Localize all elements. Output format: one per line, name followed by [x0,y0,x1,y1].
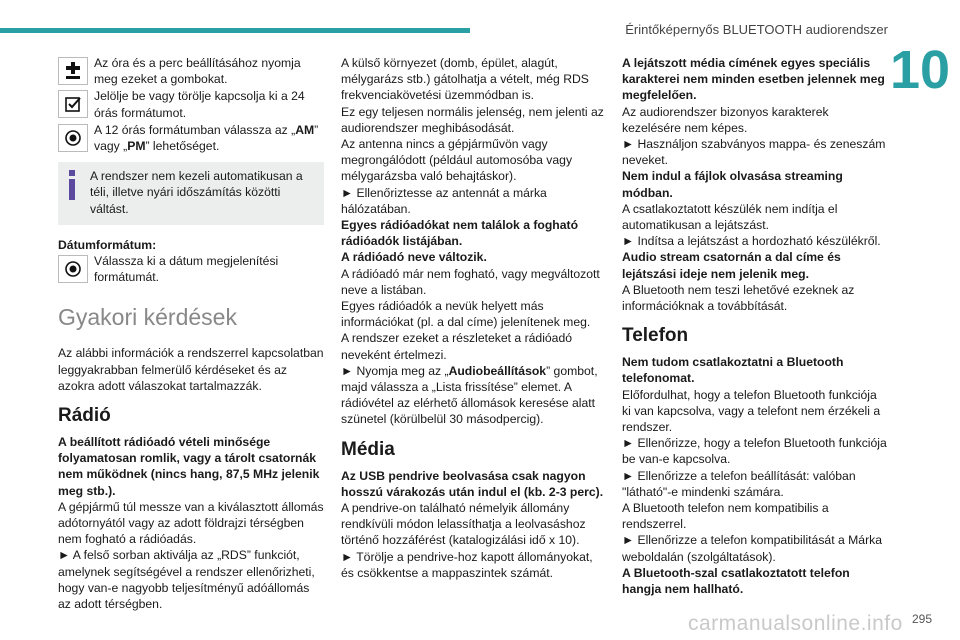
col2-p5: A rádióadó már nem fogható, vagy megváltozott neve a listában. [341,266,600,297]
radio-section-title: Rádió [58,405,111,427]
plus-minus-row [58,55,324,87]
col3-p10: ► Ellenőrizze a telefon kompatibilitását a Márka weboldalán (szolgáltatások). [622,533,882,564]
column-middle [341,55,607,581]
page-number: 295 [911,612,932,626]
media-section-title: Média [341,438,395,460]
format24-text: Jelölje be vagy törölje kapcsolja ki a 24 órás formátumot. [94,89,305,120]
col3-p3: A csatlakoztatott készülék nem indítja el automatikusan a lejátszást. [622,201,838,233]
info-text: A rendszer nem kezeli automatikusan a téli, illetve nyári időszámítás közötti váltást. [90,169,303,216]
col2-q2: Egyes rádióadókat nem találok a fogható rádióadók listájában. [341,218,579,249]
col2-p8: ► Nyomja meg az „Audiobeállítások” gombot, majd válassza a „Lista frissítése” elemet. A rádióvétel az elérhető állomások keresése alatt szünetel (körülbelül 30 másodpercig). [341,363,598,427]
col2-p2: Ez egy teljesen normális jelenség, nem jelenti az audiorendszer meghibásodását. [341,104,604,135]
radio-button-icon [58,255,88,283]
col3-q7: Audio stream csatornán a dal címe és lejátszási ideje nem jelenik meg. [622,250,841,281]
time-set-text: Az óra és a perc beállításához nyomja meg ezeket a gombokat. [94,56,301,87]
col2-p9: A pendrive-on található némelyik állomány rendkívüli módon lelassíthatja a leolvasáshoz történő hozzáférést (katalogizálási idő x 10). [341,501,586,548]
faq-intro: Az alábbi információk a rendszerrel kapcsolatban leggyakrabban felmerülő kérdéseket és az azokra adott válaszokat tartalmazzák. [58,346,324,393]
radio-button-icon [58,124,88,152]
col2-q4: Az USB pendrive beolvasása csak nagyon hosszú várakozás után indul el (kb. 2-3 perc). [341,468,604,499]
col2-p6: Egyes rádióadók a nevük helyett más információkat (pl. a dal címe) jelenítenek meg. [341,299,591,330]
faq-title: Gyakori kérdések [58,304,237,331]
watermark: carmanualsonline.info [688,612,903,635]
radio-answer-1: A gépjármű túl messze van a kiválasztott állomás adótornyától vagy az adott földrajzi térségben nem fogható a rádióadás. [58,499,324,547]
header-accent-bar [0,28,470,33]
col3-p2: ► Használjon szabványos mappa- és zeneszám neveket. [622,137,886,168]
plus-minus-icon [58,57,88,85]
column-right [622,55,888,597]
col2-p4: ► Ellenőriztesse az antennát a márka hálózatában. [341,185,547,216]
col2-p1: A külső környezet (domb, épület, alagút, mélygarázs stb.) gátolhatja a vételt, még RDS frekvenciakövetési üzemmódban is. [341,56,589,103]
col3-p9: A Bluetooth telefon nem kompatibilis a rendszerrel. [622,501,829,532]
col2-p3: Az antenna nincs a gépjárművön vagy megrongálódott (például automosóba vagy mélygarázsba való behajtáskor). [341,137,573,184]
col3-p1: Az audiorendszer bizonyos karakterek kezelésére nem képes. [622,104,829,135]
info-box [58,162,324,225]
column-left [58,55,324,612]
chapter-number: 10 [889,40,951,100]
ampm-text: A 12 órás formátumban válassza az „AM” vagy „PM” lehetőséget. [94,122,319,154]
col3-p7: ► Ellenőrizze, hogy a telefon Bluetooth funkciója be van-e kapcsolva. [622,436,887,467]
page-header-title: Érintőképernyős BLUETOOTH audiorendszer [625,22,888,37]
col3-q6: Nem indul a fájlok olvasása streaming módban. [622,169,843,200]
radio-question-1: A beállított rádióadó vételi minősége folyamatosan romlik, vagy a tárolt csatornák nem működnek (nincs hang, 87,5 MHz jelenik meg stb.). [58,435,320,498]
col3-p8: ► Ellenőrizze a telefon beállítását: valóban "látható"-e mindenki számára. [622,468,856,499]
checkbox-icon [58,90,88,118]
col2-p10: ► Törölje a pendrive-hoz kapott állományokat, és csökkentse a mappaszintek számát. [341,549,593,580]
col2-p7: A rendszer ezeket a részleteket a rádióadó neveként értelmezi. [341,331,573,362]
phone-section-title: Telefon [622,325,689,347]
radio-answer-1b: ► A felső sorban aktiválja az „RDS” funkciót, amelynek segítségével a rendszer ellenőrizheti, hogy van-e nagyobb teljesítményű adóállomás az adott térségben. [58,548,315,612]
date-format-text: Válassza ki a dátum megjelenítési formátumát. [94,254,279,285]
col3-p4: ► Indítsa a lejátszást a hordozható készülékről. [622,234,881,249]
checkbox-row [58,88,324,120]
col3-q9: A Bluetooth-szal csatlakoztatott telefon hangja nem hallható. [622,565,850,597]
col3-q8: Nem tudom csatlakoztatni a Bluetooth telefonomat. [622,355,844,386]
date-format-label: Dátumformátum: [58,237,157,252]
col2-q3: A rádióadó neve változik. [341,250,487,265]
col3-p6: Előfordulhat, hogy a telefon Bluetooth funkciója ki van kapcsolva, vagy a telefont nem érzékeli a rendszer. [622,387,881,435]
col3-q5: A lejátszott média címének egyes speciális karakterei nem minden esetben jelennek meg megfelelően. [622,56,885,103]
info-icon [64,170,80,200]
radio-row [58,122,324,154]
date-row [58,253,324,285]
col3-p5: A Bluetooth nem teszi lehetővé ezeknek az információknak a továbbítását. [622,282,855,314]
